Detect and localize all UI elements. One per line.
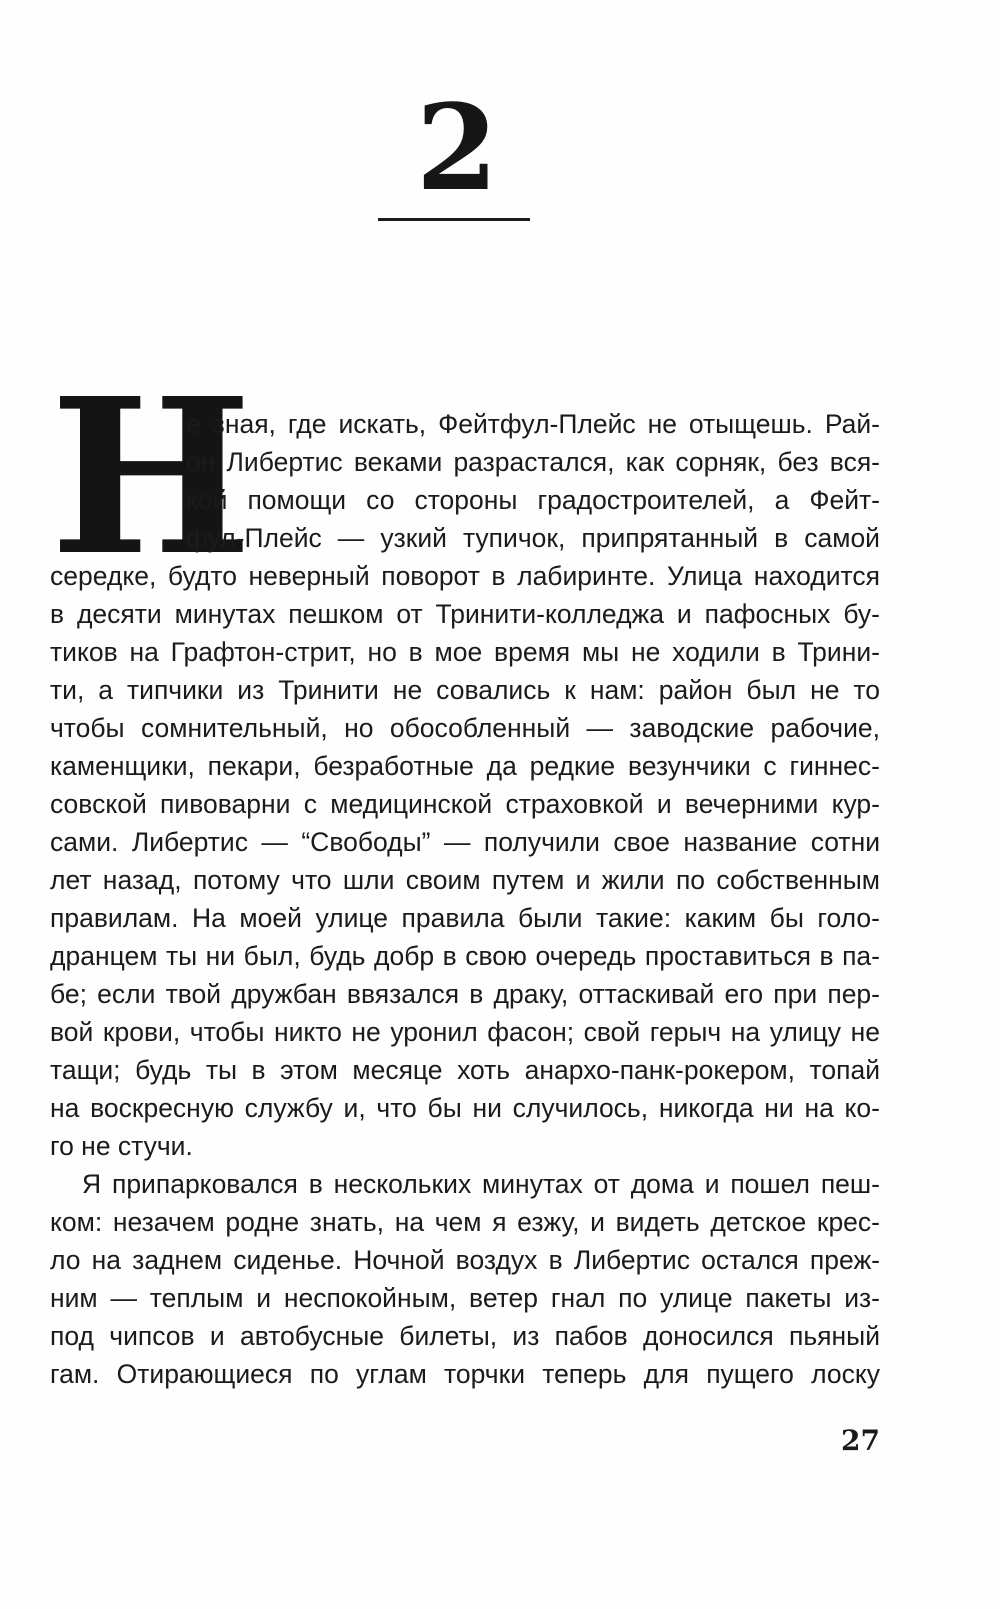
paragraph-1-line: го не стучи. [50,1131,193,1161]
paragraph-2-line: гам. Отирающиеся по углам торчки теперь для пущего лоску [50,1359,880,1389]
paragraph-1-line: фул-Плейс — узкий тупичок, припрятанный в самой [186,523,880,553]
paragraph-2-line: Я припарковался в нескольких минутах от дома и пошел пеш- [82,1169,880,1199]
paragraph-1-line: ти, а типчики из Тринити не совались к нам: район был не то [50,675,880,705]
paragraph-1-line: в десяти минутах пешком от Тринити-колледжа и пафосных бу- [50,599,880,629]
chapter-number: 2 [415,78,499,217]
paragraph-1-line: на воскресную службу и, что бы ни случилось, никогда ни на ко- [50,1093,880,1123]
paragraph-1-line: лет назад, потому что шли своим путем и жили по собственным [50,865,880,895]
paragraph-2-line: ком: незачем родне знать, на чем я езжу, и видеть детское крес- [50,1207,880,1237]
paragraph-1-line: тиков на Графтон-стрит, но в мое время мы не ходили в Трини- [50,637,880,667]
paragraph-2-line: ло на заднем сиденье. Ночной воздух в Либертис остался преж- [50,1245,880,1275]
paragraph-1-line: кой помощи со стороны градостроителей, а Фейт- [186,485,880,515]
paragraph-1-line: сами. Либертис — “Свободы” — получили свое название сотни [50,827,880,857]
paragraph-2-line: ним — теплым и неспокойным, ветер гнал по улице пакеты из- [50,1283,880,1313]
paragraph-1-line: совской пивоварни с медицинской страховкой и вечерними кур- [50,789,880,819]
paragraph-1-line: чтобы сомнительный, но обособленный — заводские рабочие, [50,713,880,743]
paragraph-1-line: каменщики, пекари, безработные да редкие везунчики с гиннес- [50,751,880,781]
paragraph-1-line: середке, будто неверный поворот в лабиринте. Улица находится [50,561,880,591]
page-number: 27 [841,1424,880,1457]
paragraph-1-line: вой крови, чтобы никто не уронил фасон; свой герыч на улицу не [50,1017,880,1047]
paragraph-2-line: под чипсов и автобусные билеты, из пабов доносился пьяный [50,1321,880,1351]
paragraph-1-line: правилам. На моей улице правила были такие: каким бы голо- [50,903,880,933]
chapter-rule [378,218,530,221]
paragraph-1-line: он Либертис веками разрастался, как сорняк, без вся- [186,447,880,477]
paragraph-1-line: дранцем ты ни был, будь добр в свою очередь проставиться в па- [50,941,880,971]
paragraph-1-line: тащи; будь ты в этом месяце хоть анархо-панк-рокером, топай [50,1055,880,1085]
paragraph-1-line: бе; если твой дружбан ввязался в драку, оттаскивай его при пер- [50,979,880,1009]
paragraph-1-line: е зная, где искать, Фейтфул-Плейс не отыщешь. Рай- [186,409,880,439]
drop-cap: Н [50,352,253,603]
